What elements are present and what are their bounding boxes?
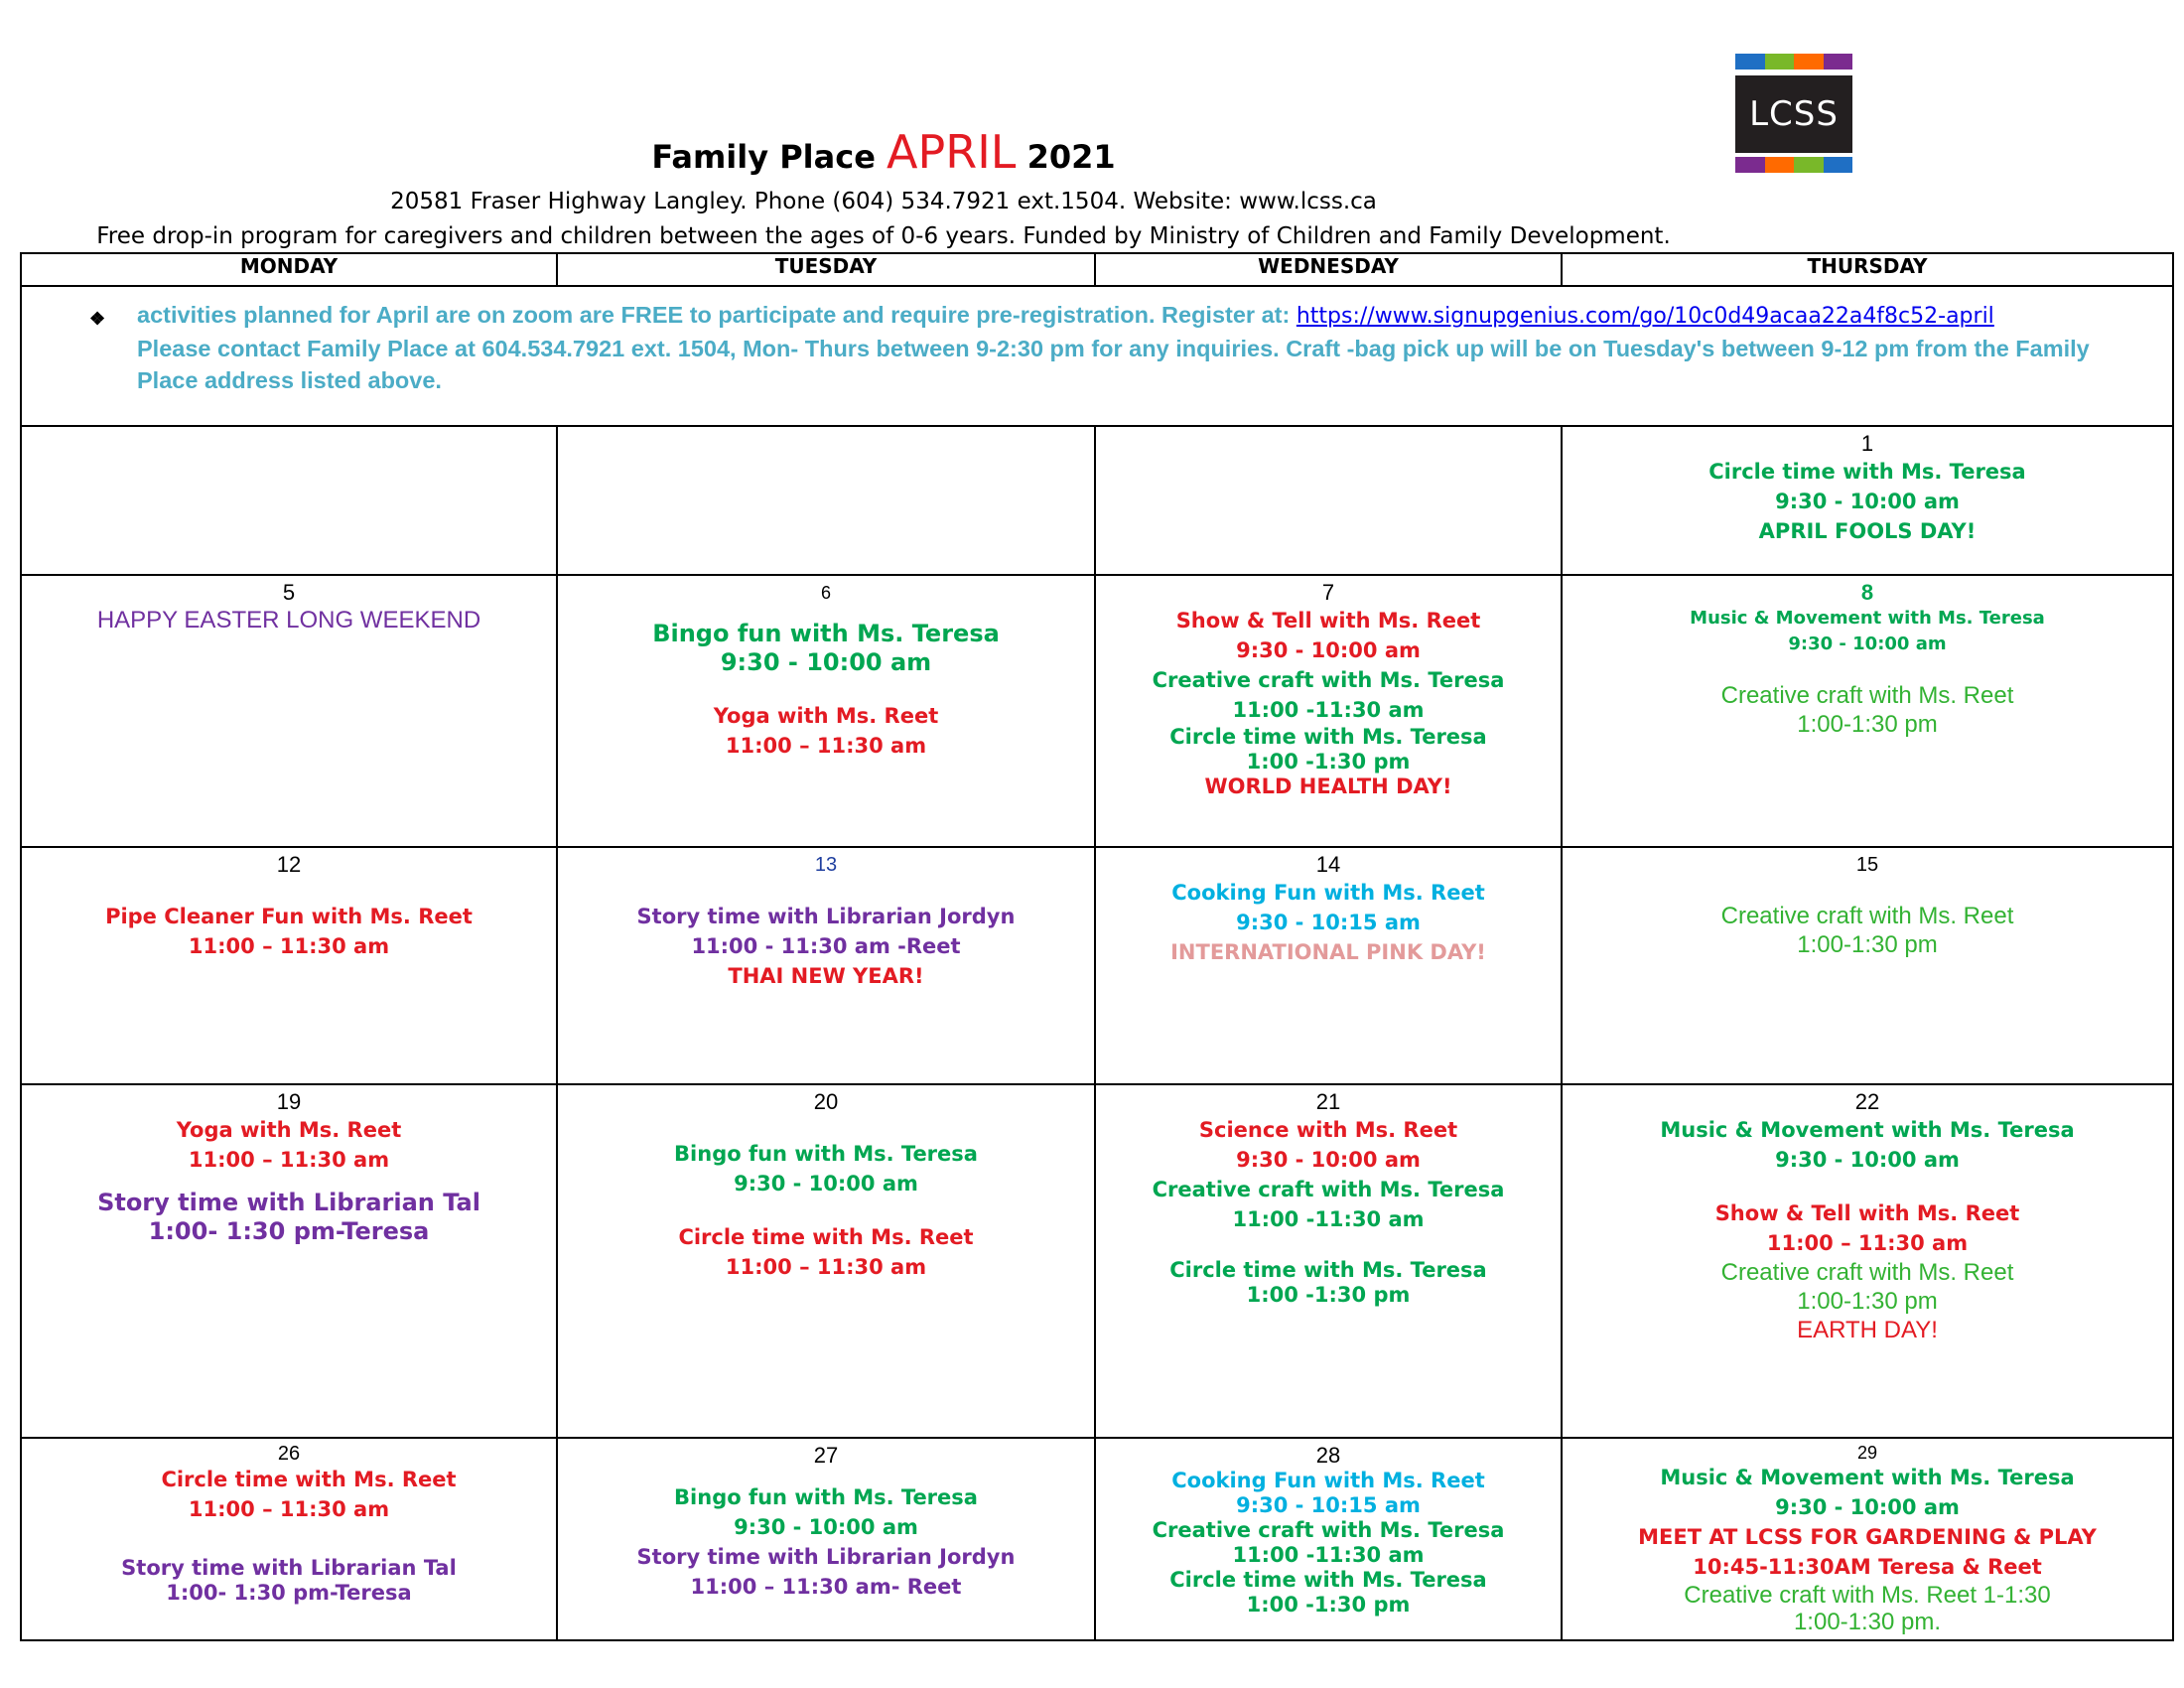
day-cell-26 bbox=[21, 1438, 557, 1640]
event-title: Circle time with Ms. Reet bbox=[678, 1225, 974, 1249]
weekday-header: TUESDAY bbox=[557, 253, 1095, 286]
notice-box bbox=[21, 286, 2173, 426]
logo-square bbox=[1794, 54, 1824, 70]
event-time: 11:00 – 11:30 am bbox=[188, 1497, 390, 1521]
event-time: 11:00 -11:30 am bbox=[1232, 1543, 1425, 1567]
event-time: 11:00 – 11:30 am bbox=[1766, 1231, 1969, 1255]
week-row bbox=[21, 1438, 2173, 1640]
logo-square bbox=[1794, 157, 1824, 173]
event-title: Creative craft with Ms. Teresa bbox=[1152, 1178, 1505, 1201]
spacer bbox=[1096, 1234, 1561, 1258]
day-cell-14 bbox=[1095, 847, 1562, 1084]
event-holiday: WORLD HEALTH DAY! bbox=[1204, 774, 1452, 798]
day-number: 1 bbox=[1860, 431, 1874, 456]
event-title: Story time with Librarian Tal bbox=[97, 1189, 480, 1216]
event-time: 9:30 - 10:00 am bbox=[1775, 1148, 1960, 1172]
event-time: 1:00- 1:30 pm-Teresa bbox=[166, 1581, 412, 1605]
event-title: Circle time with Ms. Reet bbox=[161, 1468, 457, 1491]
weekday-header: MONDAY bbox=[21, 253, 557, 286]
day-number: 5 bbox=[282, 580, 296, 605]
day-number: 27 bbox=[813, 1443, 839, 1468]
day-number: 12 bbox=[276, 852, 302, 877]
event-time: 11:00 – 11:30 am bbox=[188, 1148, 390, 1172]
spacer bbox=[558, 1198, 1094, 1222]
day-cell-7 bbox=[1095, 575, 1562, 847]
event-time: 1:00 -1:30 pm bbox=[1246, 750, 1411, 774]
event-title: Science with Ms. Reet bbox=[1198, 1118, 1458, 1142]
event-title: Music & Movement with Ms. Teresa bbox=[1660, 1118, 2075, 1142]
event-time: 11:00 -11:30 am bbox=[1232, 1207, 1425, 1231]
calendar-table bbox=[20, 252, 2174, 1641]
event-title: Show & Tell with Ms. Reet bbox=[1175, 609, 1481, 633]
event-title: Creative craft with Ms. Teresa bbox=[1152, 1518, 1505, 1542]
day-cell-21 bbox=[1095, 1084, 1562, 1438]
page-title bbox=[0, 125, 1767, 179]
day-cell-27 bbox=[557, 1438, 1095, 1640]
day-cell-empty bbox=[21, 426, 557, 575]
week-row bbox=[21, 1084, 2173, 1438]
event-time: 9:30 - 10:00 am bbox=[1775, 490, 1960, 513]
logo-square bbox=[1824, 157, 1853, 173]
spacer bbox=[558, 1469, 1094, 1482]
logo-square bbox=[1824, 54, 1853, 70]
day-number: 7 bbox=[1321, 580, 1335, 605]
event-title: Creative craft with Ms. Teresa bbox=[1152, 668, 1505, 692]
event-holiday: EARTH DAY! bbox=[1797, 1317, 1938, 1343]
spacer bbox=[22, 1175, 556, 1189]
address-line: 20581 Fraser Highway Langley. Phone (604) 534.7921 ext.1504. Website: www.lcss.ca bbox=[390, 189, 1377, 214]
event-title: Music & Movement with Ms. Teresa bbox=[1660, 1466, 2075, 1489]
event-time: 1:00 -1:30 pm bbox=[1246, 1593, 1411, 1617]
day-number: 15 bbox=[1855, 854, 1879, 876]
week-row bbox=[21, 426, 2173, 575]
event-holiday: THAI NEW YEAR! bbox=[728, 964, 924, 988]
spacer bbox=[22, 878, 556, 902]
day-number: 22 bbox=[1854, 1089, 1880, 1114]
notice-line-2: Please contact Family Place at 604.534.7921 ext. 1504, Mon- Thurs between 9-2:30 pm for any inquiries. Craft -bag pick up will be on Tuesday's between 9-12 pm from the Family Place address listed above. bbox=[137, 336, 2090, 393]
event-title: Bingo fun with Ms. Teresa bbox=[652, 620, 1000, 647]
day-number: 26 bbox=[277, 1443, 301, 1465]
event-title: Creative craft with Ms. Reet bbox=[1720, 682, 2014, 709]
day-number: 29 bbox=[1856, 1443, 1878, 1463]
day-cell-empty bbox=[1095, 426, 1562, 575]
day-number: 19 bbox=[276, 1089, 302, 1114]
logo-text: LCSS bbox=[1735, 75, 1852, 153]
event-time: 9:30 - 10:00 am bbox=[1775, 1495, 1960, 1519]
week-row bbox=[21, 575, 2173, 847]
event-title: Cooking Fun with Ms. Reet bbox=[1171, 1469, 1485, 1492]
day-cell-6 bbox=[557, 575, 1095, 847]
day-number: 13 bbox=[814, 854, 838, 876]
event-title: MEET AT LCSS FOR GARDENING & PLAY bbox=[1638, 1525, 2097, 1549]
program-line: Free drop-in program for caregivers and children between the ages of 0-6 years. Funded by Ministry of Children and Family Development. bbox=[96, 223, 1671, 249]
event-title: Circle time with Ms. Teresa bbox=[1169, 1258, 1487, 1282]
logo-top-strip bbox=[1735, 54, 1852, 70]
event-time: 9:30 - 10:00 am bbox=[734, 1515, 918, 1539]
title-month: APRIL bbox=[887, 125, 1017, 179]
event-holiday: INTERNATIONAL PINK DAY! bbox=[1170, 940, 1486, 964]
day-cell-8 bbox=[1562, 575, 2173, 847]
event-time: 1:00-1:30 pm. bbox=[1793, 1609, 1942, 1635]
event-time: 11:00 – 11:30 am bbox=[725, 734, 927, 758]
event-title: Creative craft with Ms. Reet 1-1:30 bbox=[1684, 1582, 2051, 1609]
day-cell-19 bbox=[21, 1084, 557, 1438]
title-year: 2021 bbox=[1026, 138, 1116, 176]
event-time: 11:00 -11:30 am bbox=[1232, 698, 1425, 722]
event-title: Music & Movement with Ms. Teresa bbox=[1690, 608, 2045, 629]
event-title: Bingo fun with Ms. Teresa bbox=[674, 1485, 978, 1509]
event-time: 9:30 - 10:00 am bbox=[1236, 638, 1421, 662]
day-cell-20 bbox=[557, 1084, 1095, 1438]
weekday-header-row bbox=[21, 253, 2173, 286]
event-title: Creative craft with Ms. Reet bbox=[1720, 903, 2014, 929]
day-cell-5 bbox=[21, 575, 557, 847]
day-number: 14 bbox=[1315, 852, 1341, 877]
event-title: Circle time with Ms. Teresa bbox=[1169, 725, 1487, 749]
event-time: 1:00 -1:30 pm bbox=[1246, 1283, 1411, 1307]
spacer bbox=[1563, 1175, 2172, 1198]
notice-line-1: activities planned for April are on zoom are FREE to participate and require pre-registration. Register at: bbox=[137, 302, 1297, 328]
spacer bbox=[22, 1524, 556, 1556]
event-title: Circle time with Ms. Teresa bbox=[1169, 1568, 1487, 1592]
event-time: 9:30 - 10:00 am bbox=[734, 1172, 918, 1196]
event-title: Yoga with Ms. Reet bbox=[176, 1118, 402, 1142]
day-cell-12 bbox=[21, 847, 557, 1084]
event-time: 1:00-1:30 pm bbox=[1797, 1288, 1938, 1315]
spacer bbox=[558, 878, 1094, 902]
event-time: 10:45-11:30AM Teresa & Reet bbox=[1693, 1555, 2042, 1579]
day-cell-15 bbox=[1562, 847, 2173, 1084]
day-number: 20 bbox=[813, 1089, 839, 1114]
week-row bbox=[21, 847, 2173, 1084]
event-time: 9:30 - 10:15 am bbox=[1236, 1493, 1421, 1517]
event-time: 9:30 - 10:00 am bbox=[720, 648, 932, 676]
event-time: 11:00 – 11:30 am bbox=[725, 1255, 927, 1279]
weekday-header: THURSDAY bbox=[1562, 253, 2173, 286]
event-time: 9:30 - 10:00 am bbox=[1788, 633, 1947, 654]
event-title: Yoga with Ms. Reet bbox=[713, 704, 939, 728]
day-cell-13 bbox=[557, 847, 1095, 1084]
event-title: Story time with Librarian Jordyn bbox=[636, 1545, 1016, 1569]
title-prefix: Family Place bbox=[651, 138, 876, 176]
notice-row bbox=[21, 286, 2173, 426]
day-cell-28 bbox=[1095, 1438, 1562, 1640]
event-time: 11:00 – 11:30 am- Reet bbox=[690, 1575, 962, 1599]
event-title: Bingo fun with Ms. Teresa bbox=[674, 1142, 978, 1166]
spacer bbox=[558, 677, 1094, 701]
event-title: Cooking Fun with Ms. Reet bbox=[1171, 881, 1485, 905]
event-holiday: HAPPY EASTER LONG WEEKEND bbox=[96, 607, 481, 633]
day-cell-empty bbox=[557, 426, 1095, 575]
event-time: 11:00 – 11:30 am bbox=[188, 934, 390, 958]
event-holiday: APRIL FOOLS DAY! bbox=[1758, 519, 1977, 543]
event-title: Story time with Librarian Jordyn bbox=[636, 905, 1016, 928]
event-title: Circle time with Ms. Teresa bbox=[1708, 460, 2026, 484]
event-time: 9:30 - 10:15 am bbox=[1236, 911, 1421, 934]
event-time: 1:00- 1:30 pm-Teresa bbox=[148, 1217, 430, 1245]
spacer bbox=[558, 606, 1094, 620]
bullet-icon: ❖ bbox=[89, 309, 106, 329]
event-time: 9:30 - 10:00 am bbox=[1236, 1148, 1421, 1172]
event-title: Story time with Librarian Tal bbox=[121, 1556, 457, 1580]
event-time: 1:00-1:30 pm bbox=[1797, 931, 1938, 958]
spacer bbox=[558, 1115, 1094, 1139]
day-number: 6 bbox=[820, 583, 831, 603]
event-time: 11:00 - 11:30 am -Reet bbox=[691, 934, 961, 958]
day-cell-1 bbox=[1562, 426, 2173, 575]
day-cell-22 bbox=[1562, 1084, 2173, 1438]
weekday-header: WEDNESDAY bbox=[1095, 253, 1562, 286]
logo-square bbox=[1765, 157, 1795, 173]
day-cell-29 bbox=[1562, 1438, 2173, 1640]
event-title: Pipe Cleaner Fun with Ms. Reet bbox=[105, 905, 473, 928]
event-title: Show & Tell with Ms. Reet bbox=[1714, 1201, 2020, 1225]
event-time: 1:00-1:30 pm bbox=[1797, 711, 1938, 738]
event-title: Creative craft with Ms. Reet bbox=[1720, 1259, 2014, 1286]
spacer bbox=[1563, 657, 2172, 681]
day-number: 28 bbox=[1315, 1443, 1341, 1468]
day-number: 8 bbox=[1860, 580, 1874, 605]
notice-text bbox=[137, 299, 2142, 396]
spacer bbox=[1563, 878, 2172, 902]
logo-square bbox=[1765, 54, 1795, 70]
logo-square bbox=[1735, 54, 1765, 70]
day-number: 21 bbox=[1315, 1089, 1341, 1114]
registration-link[interactable]: https://www.signupgenius.com/go/10c0d49acaa22a4f8c52-april bbox=[1296, 304, 1994, 329]
